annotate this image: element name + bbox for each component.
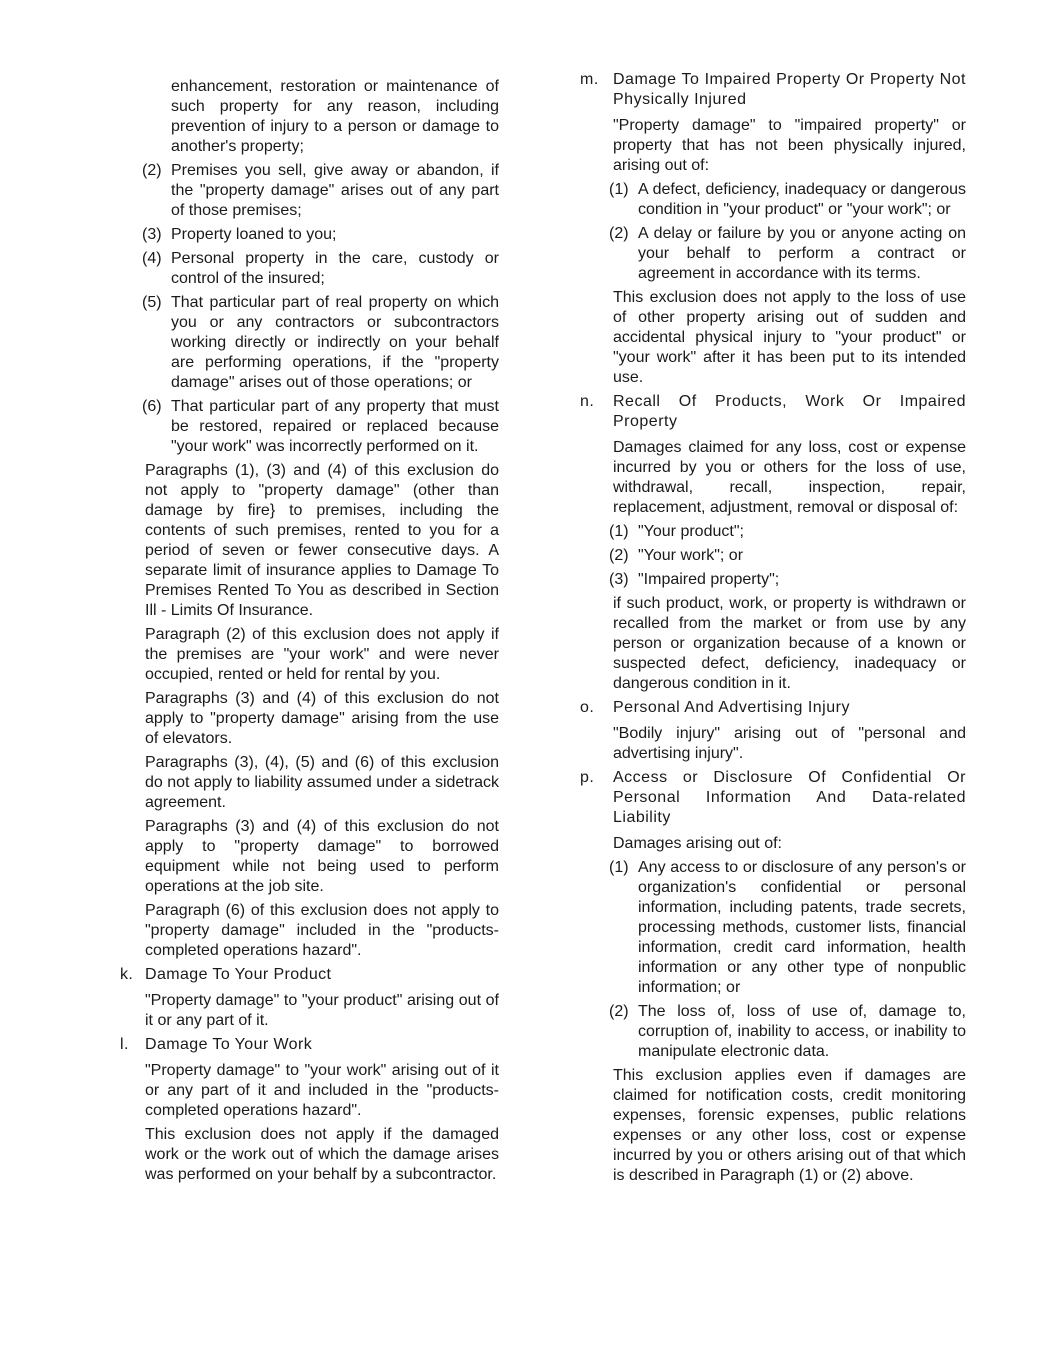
- item-text: That particular part of real property on which you or any contractors or subcontractors working directly or indirectly on your behalf are performing operations, if the "property damage" arises out of those operations; or: [171, 294, 499, 391]
- item-number: (5): [142, 294, 162, 311]
- section-heading-n: [580, 392, 966, 432]
- section-title: Personal And Advertising Injury: [613, 699, 850, 716]
- numbered-item: [580, 546, 966, 566]
- item-text: "Impaired property";: [638, 571, 780, 588]
- paragraph: Damages arising out of:: [613, 835, 782, 852]
- item-number: (3): [142, 226, 162, 243]
- item-number: (6): [142, 398, 162, 415]
- item-text: The loss of, loss of use of, damage to, corruption of, inability to access, or inability to manipulate electronic data.: [638, 1003, 966, 1060]
- item-text: Personal property in the care, custody or control of the insured;: [171, 250, 499, 287]
- continued-text: enhancement, restoration or maintenance of such property for any reason, including prevention of injury to a person or damage to another's property;: [171, 78, 499, 155]
- section-heading-p: [580, 768, 966, 828]
- section-letter: l.: [120, 1036, 129, 1053]
- numbered-item: [580, 522, 966, 542]
- left-column: [118, 77, 499, 1189]
- section-title: Access or Disclosure Of Confidential Or Personal Information And Data-related Liability: [613, 769, 966, 826]
- item-number: (1): [609, 859, 629, 876]
- numbered-item: [118, 225, 499, 245]
- item-number: (1): [609, 181, 629, 198]
- section-title: Damage To Your Work: [145, 1036, 313, 1053]
- paragraph: Paragraph (6) of this exclusion does not apply to "property damage" included in the "products-completed operations hazard".: [145, 902, 499, 959]
- paragraph: Paragraphs (3), (4), (5) and (6) of this exclusion do not apply to liability assumed under a sidetrack agreement.: [145, 754, 499, 811]
- paragraph: Paragraphs (3) and (4) of this exclusion do not apply to "property damage" arising from the use of elevators.: [145, 690, 499, 747]
- numbered-item: [580, 224, 966, 284]
- item-number: (2): [142, 162, 162, 179]
- paragraph: This exclusion does not apply if the damaged work or the work out of which the damage arises was performed on your behalf by a subcontractor.: [145, 1126, 499, 1183]
- paragraph: Paragraph (2) of this exclusion does not apply if the premises are "your work" and were never occupied, rented or held for rental by you.: [145, 626, 499, 683]
- section-letter: n.: [580, 393, 595, 410]
- item-number: (2): [609, 1003, 629, 1020]
- paragraph: "Property damage" to "impaired property" or property that has not been physically injured, arising out of:: [613, 117, 966, 174]
- section-letter: m.: [580, 71, 599, 88]
- paragraph: Damages claimed for any loss, cost or expense incurred by you or others for the loss of use, withdrawal, recall, inspection, repair, replacement, adjustment, removal or disposal of:: [613, 439, 966, 516]
- section-heading-o: [580, 698, 966, 718]
- item-text: That particular part of any property that must be restored, repaired or replaced because "your work" was incorrectly performed on it.: [171, 398, 499, 455]
- item-number: (4): [142, 250, 162, 267]
- paragraph: "Property damage" to "your work" arising out of it or any part of it and included in the "products-completed operations hazard".: [145, 1062, 499, 1119]
- item-number: (2): [609, 225, 629, 242]
- item-text: Any access to or disclosure of any person's or organization's confidential or personal information, including patents, trade secrets, processing methods, customer lists, financial information, credit card information, health information or any other type of nonpublic information; or: [638, 859, 966, 996]
- paragraph: "Property damage" to "your product" arising out of it or any part of it.: [145, 992, 499, 1029]
- item-text: A defect, deficiency, inadequacy or dangerous condition in "your product" or "your work"; or: [638, 181, 966, 218]
- section-heading-l: [118, 1035, 499, 1055]
- paragraph: Paragraphs (1), (3) and (4) of this exclusion do not apply to "property damage" (other than damage by fire} to premises, including the contents of such premises, rented to you for a period of seven or fewer consecutive days. A separate limit of insurance applies to Damage To Premises Rented To You as described in Section Ill - Limits Of Insurance.: [145, 462, 499, 619]
- section-heading-k: [118, 965, 499, 985]
- section-heading-m: [580, 70, 966, 110]
- item-number: (3): [609, 571, 629, 588]
- item-text: Premises you sell, give away or abandon, if the "property damage" arises out of any part of those premises;: [171, 162, 499, 219]
- section-title: Damage To Your Product: [145, 966, 332, 983]
- item-text: "Your work"; or: [638, 547, 744, 564]
- section-title: Damage To Impaired Property Or Property Not Physically Injured: [613, 71, 966, 108]
- item-text: Property loaned to you;: [171, 226, 337, 243]
- numbered-item: [118, 397, 499, 457]
- item-text: A delay or failure by you or anyone acting on your behalf to perform a contract or agreement in accordance with its terms.: [638, 225, 966, 282]
- paragraph: This exclusion applies even if damages are claimed for notification costs, credit monitoring expenses, forensic expenses, public relations expenses or any other loss, cost or expense incurred by you or others arising out of that which is described in Paragraph (1) or (2) above.: [613, 1067, 966, 1184]
- right-column: [580, 70, 966, 1190]
- item-text: "Your product";: [638, 523, 744, 540]
- section-title: Recall Of Products, Work Or Impaired Property: [613, 393, 966, 430]
- numbered-item: [118, 161, 499, 221]
- paragraph: if such product, work, or property is withdrawn or recalled from the market or from use by any person or organization because of a known or suspected defect, deficiency, inadequacy or dangerous condition in it.: [613, 595, 966, 692]
- section-letter: k.: [120, 966, 134, 983]
- paragraph: This exclusion does not apply to the loss of use of other property arising out of sudden and accidental physical injury to "your product" or "your work" after it has been put to its intended use.: [613, 289, 966, 386]
- paragraph: "Bodily injury" arising out of "personal and advertising injury".: [613, 725, 966, 762]
- numbered-item: [118, 293, 499, 393]
- numbered-item: [118, 249, 499, 289]
- section-letter: p.: [580, 769, 595, 786]
- paragraph: Paragraphs (3) and (4) of this exclusion do not apply to "property damage" to borrowed equipment while not being used to perform operations at the job site.: [145, 818, 499, 895]
- item-number: (2): [609, 547, 629, 564]
- numbered-item: [580, 570, 966, 590]
- numbered-item: [580, 1002, 966, 1062]
- item-number: (1): [609, 523, 629, 540]
- numbered-item: [580, 858, 966, 998]
- numbered-item: [580, 180, 966, 220]
- section-letter: o.: [580, 699, 595, 716]
